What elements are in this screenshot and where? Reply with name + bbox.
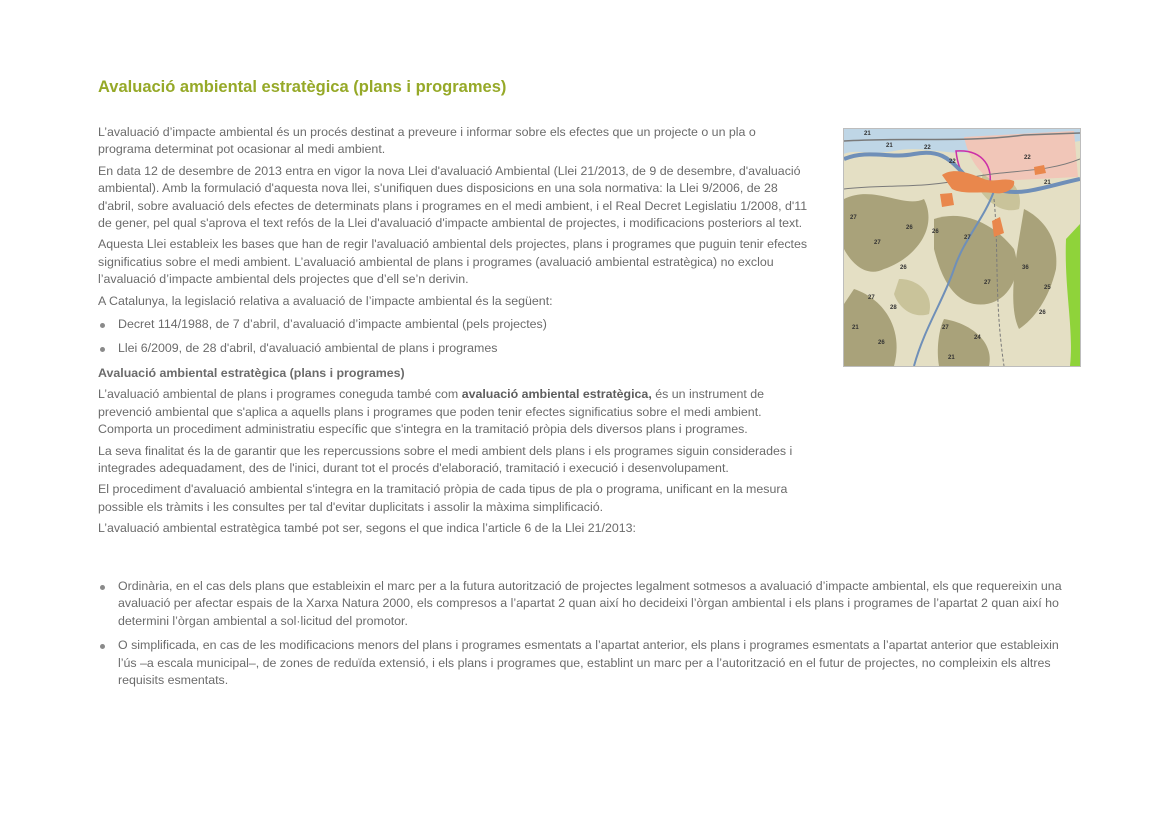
zone-label: 21 [1044,180,1051,186]
body-paragraph: L’avaluació ambiental estratègica també pot ser, segons el que indica l’article 6 de la Llei 21/2013: [98,521,636,536]
zone-label: 27 [868,295,875,301]
urban-area [940,193,954,207]
aae-bold-term: avaluació ambiental estratègica, [461,387,652,402]
legislation-item: Decret 114/1988, de 7 d’abril, d’avaluació d’impacte ambiental (pels projectes) [98,316,808,333]
main-column [98,124,808,542]
zone-label: 26 [900,265,907,271]
map-graphic [844,129,1080,366]
zone-label: 26 [906,225,913,231]
aae-paragraph [98,386,808,438]
zone-label: 28 [890,305,897,311]
body-paragraph: El procediment d'avaluació ambiental s'integra en la tramitació pròpia de cada tipus de pla o programa, unificant en la mesura possible els tràmits i les consultes per tal d'evitar duplicitats i assolir la màxima simplificació. [98,482,788,514]
zone-label: 27 [874,240,881,246]
zone-label: 21 [864,131,871,137]
body-paragraph: La seva finalitat és la de garantir que les repercussions sobre el medi ambient dels plans i els programes siguin considerades i integrades adequadament, des de l'inici, durant tot el procés d'elaboració, tramitació i execució i desenvolupament. [98,443,793,475]
type-item: O simplificada, en cas de les modificacions menors del plans i programes esmentats a l’apartat anterior, els plans i programes esmentats a l’apartat anterior que estableixin l’ús –a escala municipal–, de zones de reduïda extensió, i els plans i programes que, establint un marc per a l’autorització en el futur de projectes, no compleixin els altres requisits esmentats. [98,637,1078,689]
zone-label: 27 [984,280,991,286]
page-title: Avaluació ambiental estratègica (plans i programes) [98,78,507,96]
types-list [98,578,1078,689]
zone-label: 26 [932,229,939,235]
zone-label: 22 [949,159,956,165]
intro-paragraph: En data 12 de desembre de 2013 entra en vigor la nova Llei d'avaluació Ambiental (Llei 21/2013, de 9 de desembre, d'avaluació ambiental). Amb la formulació d'aquesta nova llei, s'unifiquen dues disposicions en una sola normativa: la Llei 9/2006, de 28 d'abril, sobre avaluació dels efectes de determinats plans i programes en el medi ambient, i el Real Decret Legislatiu 1/2008, d'11 de gener, pel qual s'aprova el text refós de la Llei d'avaluació d'impacte ambiental de projectes, i modificacions posteriors al text. [98,163,808,231]
zone-label: 21 [948,355,955,361]
zone-label: 27 [942,325,949,331]
zone-label: 27 [964,235,971,241]
aae-lead: L’avaluació ambiental de plans i programes coneguda també com [98,387,462,402]
zone-label: 22 [1024,155,1031,161]
zone-label: 26 [1039,310,1046,316]
legislation-item: Llei 6/2009, de 28 d'abril, d'avaluació ambiental de plans i programes [98,340,808,357]
zone-label: 36 [1022,265,1029,271]
zone-label: 22 [924,145,931,151]
zone-label: 21 [886,143,893,149]
types-section [98,572,1078,696]
section-subtitle: Avaluació ambiental estratègica (plans i programes) [98,365,405,380]
zone-label: 21 [852,325,859,331]
intro-paragraph: A Catalunya, la legislació relativa a avaluació de l’impacte ambiental és la següent: [98,293,553,308]
zone-label: 26 [878,340,885,346]
aae-rest: és un instrument de prevenció ambiental que s'aplica a aquells plans i programes que poden tenir efectes significatius sobre el medi ambient. Comporta un procediment administratiu específic que s'integra en la tramitació pròpia dels diversos plans i programes. [98,387,765,437]
zone-label: 24 [974,335,981,341]
land-use-map-image [843,128,1081,367]
type-item: Ordinària, en el cas dels plans que estableixin el marc per a la futura autorització de projectes legalment sotmesos a avaluació d’impacte ambiental, els que requereixin una avaluació per afectar espais de la Xarxa Natura 2000, els compresos a l’apartat 2 quan així ho decideixi l’òrgan ambiental i els plans i programes de l’apartat 2 quan així ho determini l’òrgan ambiental a sol·licitud del promotor. [98,578,1078,630]
zone-label: 25 [1044,285,1051,291]
intro-paragraph: Aquesta Llei estableix les bases que han de regir l'avaluació ambiental dels projectes, plans i programes que puguin tenir efectes significatius sobre el medi ambient. L’avaluació ambiental de plans i programes (avaluació ambiental estratègica) no exclou l’avaluació d’impacte ambiental dels projectes que d’ell se’n derivin. [98,237,808,287]
intro-paragraph: L’avaluació d’impacte ambiental és un procés destinat a preveure i informar sobre els efectes que un projecte o un pla o programa determinat pot ocasionar al medi ambient. [98,125,756,157]
legislation-list [98,316,808,358]
zone-label: 27 [850,215,857,221]
